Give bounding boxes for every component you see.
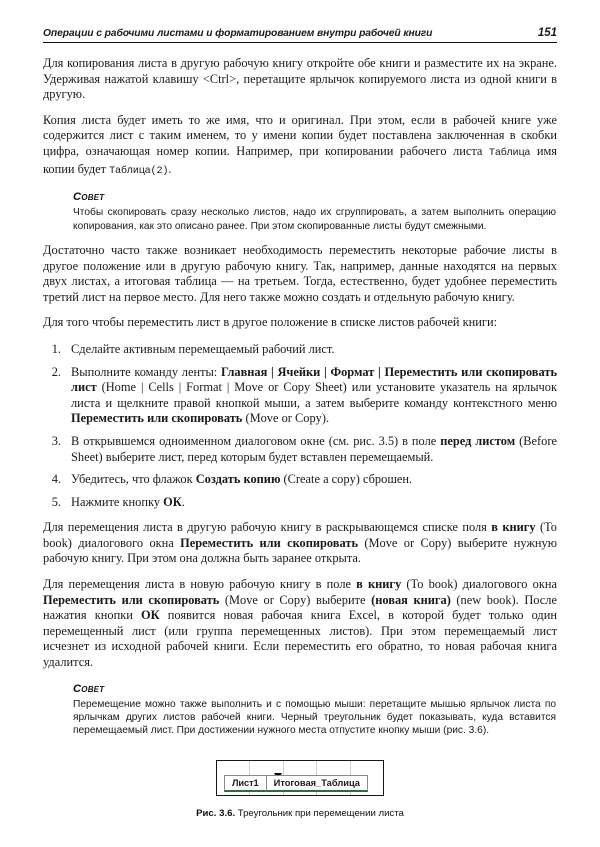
text-run: Убедитесь, что флажок (71, 472, 196, 487)
text-run: (Move or Copy). (242, 411, 330, 426)
paragraph-copy-sheet: Для копирования листа в другую рабочую книгу откройте обе книги и разместите их на экране. Удерживая нажатой клавишу <Ctrl>, перетащите ярлычок копируемого листа из одной книги в другую. (43, 56, 557, 102)
page-number: 151 (537, 27, 557, 39)
running-head (43, 0, 557, 39)
list-item-number: 1. (51, 341, 61, 356)
figure-caption-text: Треугольник при перемещении листа (235, 807, 404, 819)
field-label: в книгу (491, 520, 536, 535)
sheet-tab-list1[interactable]: Лист1 (224, 775, 267, 792)
text-run: Для перемещения листа в новую рабочую книгу в поле (43, 577, 357, 592)
paragraph-move-to-new-book (43, 567, 557, 671)
text-run: В открывшемся одноименном диалоговом окне (см. рис. 3.5) в поле (71, 433, 441, 448)
figure-sheet-tabs (43, 738, 557, 819)
excel-worksheet-frame (216, 760, 384, 796)
running-head-title: Операции с рабочими листами и форматированием внутри рабочей книги (43, 28, 433, 39)
figure-label: Рис. 3.6. (196, 807, 236, 819)
checkbox-label: Создать копию (195, 472, 281, 487)
menu-command: Переместить или скопировать (71, 411, 243, 426)
paragraph-copy-naming (43, 103, 557, 179)
figure-caption (196, 796, 404, 819)
text-run: (To book) диалогового окна (43, 520, 558, 550)
paragraph-move-need: Достаточно часто также возникает необходимость переместить некоторые рабочие листы в другое положение или в другую рабочую книгу. Так, например, данные находятся на первых двух листах, а итоговая таблица — на третьем. Тогда, естественно, будет удобнее переместить третий лист на первое место. Для него также можно создать и отдельную рабочую книгу. (43, 242, 557, 304)
sheet-name-tablica: Таблица (488, 147, 531, 159)
tip-box-mouse-drag (73, 671, 556, 738)
list-item-number: 5. (51, 494, 61, 509)
list-item (43, 427, 557, 465)
text-run: (Move or Copy) выберите нужную рабочую книгу. При этом она должна быть заранее открыта. (43, 535, 557, 566)
sheet-tab-itogovaya-tablica[interactable]: Итоговая_Таблица (266, 775, 368, 792)
text-run: (Create a copy) сброшен. (280, 472, 413, 487)
ok-button-label: ОК (141, 608, 160, 623)
list-item-text (71, 495, 557, 511)
list-item-number: 4. (51, 472, 61, 487)
text-run: . (181, 494, 185, 509)
field-label: перед листом (440, 433, 516, 448)
paragraph-text: имя копии будет (43, 143, 557, 176)
list-item (43, 488, 557, 511)
paragraph-move-to-book (43, 510, 557, 567)
list-item-number: 3. (51, 433, 61, 448)
dialog-title: Переместить или скопировать (43, 592, 220, 607)
list-item (43, 358, 557, 427)
list-item (43, 342, 557, 358)
list-item (43, 465, 557, 488)
dropdown-option: (новая книга) (371, 592, 451, 607)
tip-body: Чтобы скопировать сразу несколько листов, надо их сгруппировать, а затем выполнить операцию копирования, как это описано ранее. При этом скопированные листы будут смежными. (73, 207, 556, 232)
text-run: (new book). После нажатия кнопки (43, 592, 557, 623)
dialog-title: Переместить или скопировать (180, 535, 359, 550)
paragraph-text: . (168, 161, 172, 176)
tip-title: Совет (73, 191, 105, 204)
field-label: в книгу (356, 577, 402, 592)
tip-title: Совет (73, 682, 105, 695)
ok-button-label: ОК (163, 494, 182, 509)
tip-body: Перемещение можно также выполнить и с помощью мыши: перетащите мышью ярлычок листа по ярлычкам других листов рабочей книги. Черный треугольник будет показывать, куда вставится перемещаемый лист. При достижении нужного места отпустите кнопку мыши (рис. 3.6). (73, 698, 556, 737)
sheet-tab-bar (224, 775, 368, 792)
menu-path: Главная | Ячейки | Формат | Переместить или скопировать лист (71, 364, 558, 395)
paragraph-text: Копия листа будет иметь то же имя, что и оригинал. При этом, если в рабочей книге уже содержится лист с таким именем, то у имени копии будет поставлена заключенная в скобки цифра, означающая номер копии. Например, при копировании рабочего листа (43, 112, 557, 158)
text-run: (Home | Cells | Format | Move or Copy Sheet) или установите указатель на ярлычок листа и щелкните правой кнопкой мыши, а затем выберите команду контекстного меню (71, 380, 557, 410)
text-run: (To book) диалогового окна (401, 577, 557, 592)
text-run: появится новая рабочая книга Excel, в которой будет только один перемещенный лист (или группа перемещенных листов). При этом перемещаемый лист исчезнет из исходной рабочей книги. Если переместить его обратно, то новая рабочая книга удалится. (43, 608, 557, 670)
text-run: Нажмите кнопку (71, 494, 164, 509)
paragraph-list-leadin: Для того чтобы переместить лист в другое положение в списке листов рабочей книги: (43, 315, 498, 330)
list-item-text (71, 472, 557, 488)
text-run: Для перемещения листа в другую рабочую книгу в раскрывающемся списке поля (43, 520, 492, 535)
list-item-text (71, 434, 557, 465)
sheet-name-tablica-2: Таблица(2) (109, 165, 169, 177)
list-item-number: 2. (51, 364, 61, 379)
text-run: Сделайте активным перемещаемый рабочий лист. (71, 341, 335, 356)
list-item-text (71, 342, 557, 358)
document-page (43, 0, 557, 847)
text-run: (Move or Copy) выберите (219, 592, 372, 607)
tip-box-grouping (73, 179, 556, 233)
ordered-list-move-steps (43, 331, 557, 510)
text-run: (Before Sheet) выберите лист, перед которым будет вставлен перемещаемый. (71, 433, 557, 464)
text-run: Выполните команду ленты: (71, 364, 221, 379)
list-item-text (71, 365, 557, 427)
